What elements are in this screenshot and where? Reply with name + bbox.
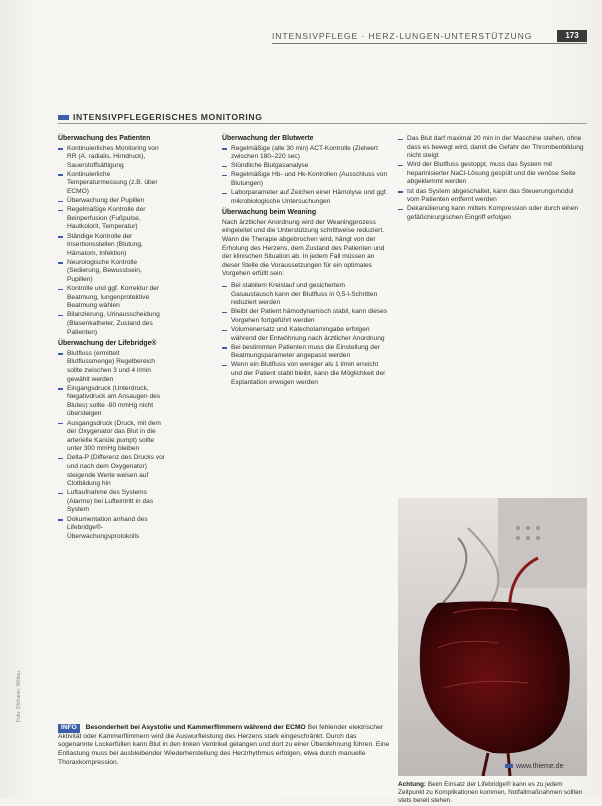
list-item: Wird der Blutfluss gestoppt, muss das System mit heparinisierter NaCl-Lösung gespült und die venöse Seite abgeklemmt werden xyxy=(398,161,587,187)
list-item: Delta-P (Differenz des Drucks vor und nach dem Oxygenator) steigende Werte weisen auf Clotbildung hin xyxy=(58,454,168,488)
column-1 xyxy=(58,135,168,544)
info-lead: Besonderheit bei Asystolie und Kammerflimmern während der ECMO xyxy=(85,724,306,731)
list-item: Neurologische Kontrolle (Sedierung, Bewusstsein, Pupillen) xyxy=(58,259,168,285)
section-marker-icon xyxy=(58,115,69,120)
list-item: Regelmäßige (alle 30 min) ACT-Kontrolle (Zielwert zwischen 180–220 sec) xyxy=(222,145,388,162)
list-item: Eingangsdruck (Unterdruck, Negativdruck am Ansaugen des Blutes) sollte -80 mmHg nicht übersteigen xyxy=(58,385,168,419)
list-item: Laborparameter auf Zeichen einer Hämolyse und ggf. mikrobiologische Untersuchungen xyxy=(222,189,388,206)
heading-lifebridge: Überwachung der Lifebridge® xyxy=(58,340,157,348)
list-item: Bei stabilem Kreislauf und gesichertem Gasaustausch kann der Blutfluss in 0,5-l-Schritten reduziert werden xyxy=(222,282,388,308)
col3-list xyxy=(398,135,587,222)
list-item: Ist das System abgeschaltet, kann das Steuerungsmodul vom Patienten entfernt werden xyxy=(398,188,587,205)
footer-marker-icon xyxy=(505,764,513,768)
footer-url xyxy=(505,763,563,770)
list-item: Blutfluss (ermittelt Blutflussmenge) Regelbereich sollte zwischen 3 und 4 l/min gewählt werden xyxy=(58,350,168,384)
list-item: Kontinuierliche Temperaturmessung (z.B. über ECMO) xyxy=(58,171,168,197)
list-item: Bleibt der Patient hämodynamisch stabil, kann dieses Vorgehen fortgeführt werden xyxy=(222,308,388,325)
list-item: Dekanülierung kann mittels Kompression oder durch einen gefäßchirurgischen Eingriff erfolgen xyxy=(398,205,587,222)
info-text: Bei fehlender elektrischer Aktivität oder Kammerflimmern wird die Auswurfleistung des Herzens stark eingeschränkt. Durch das sogenannte Lockerfüllen kann Blut in den linken Ventrikel gelangen und dort zu einer Überdehnung führen. Eine Entlastung muss bei ausbleibender Wiederherstellung des Herzrhythmus erfolgen, etwa durch manuelle Thoraxkompression. xyxy=(58,724,390,766)
list-item: Regelmäßige Hb- und Hk-Kontrollen (Ausschluss von Blutungen) xyxy=(222,171,388,188)
page-number: 173 xyxy=(557,30,587,42)
list-item: Kontrolle und ggf. Korrektur der Beatmung, lungenprotektive Beatmung wählen xyxy=(58,285,168,311)
list-item: Bei bestimmten Patienten muss die Einstellung der Beatmungsparameter angepasst werden xyxy=(222,344,388,361)
column-2 xyxy=(222,135,388,390)
list-item: Ausgangsdruck (Druck, mit dem der Oxygenator das Blut in die arterielle Kanüle pumpt) sollte unter 300 mmHg bleiben xyxy=(58,420,168,454)
list-item: Regelmäßige Kontrolle der Beinperfusion (Fußpulse, Hautkolorit, Temperatur) xyxy=(58,206,168,232)
header-rule xyxy=(272,43,587,44)
blood-bag-illustration xyxy=(398,498,587,776)
blood-bag-photo xyxy=(398,498,587,776)
section-title xyxy=(58,112,263,122)
list-item: Bilanzierung, Urinausscheidung (Blasenkatheter, Zustand des Patienten) xyxy=(58,311,168,337)
heading-blood: Überwachung der Blutwerte xyxy=(222,135,314,142)
patient-list xyxy=(58,145,168,338)
list-item: Ständige Kontrolle der Insertionsstellen (Blutung, Hämatom, Infektion) xyxy=(58,233,168,259)
lifebridge-list xyxy=(58,350,168,542)
list-item: Luftaufnahme des Systems (Alarme) bei Lufteintritt in das System xyxy=(58,489,168,515)
footer-url-text: www.thieme.de xyxy=(516,763,564,770)
caption-lead: Achtung: xyxy=(398,781,427,788)
weaning-paragraph: Nach ärztlicher Anordnung wird der Weaningprozess eingeleitet und die Unterstützung schrittweise reduziert. Wann die Therapie abgebrochen wird, hängt von der Erholung des Herzens, dem Zustand des Patienten und der klinischen Situation ab. In jedem Fall müssen an dieser Stelle die Voraussetzungen für ein optimales Vorgehen erfüllt sein: xyxy=(222,218,385,278)
heading-patient: Überwachung des Patienten xyxy=(58,135,151,142)
photo-credit: Foto: Ohlmeier, Wildau xyxy=(16,671,22,722)
list-item: Überwachung der Pupillen xyxy=(58,197,168,206)
column-3 xyxy=(398,135,587,225)
section-title-text: INTENSIVPFLEGERISCHES MONITORING xyxy=(73,112,263,122)
list-item: Dokumentation anhand des Lifebridge®-Überwachungsprotokolls xyxy=(58,516,168,542)
photo-caption xyxy=(398,781,587,806)
blood-list xyxy=(222,145,388,207)
heading-weaning: Überwachung beim Weaning xyxy=(222,209,317,217)
info-tag: INFO xyxy=(58,724,80,733)
info-box xyxy=(58,724,390,768)
weaning-list xyxy=(222,282,388,387)
list-item: Das Blut darf maximal 20 min in der Maschine stehen, ohne dass es bewegt wird, damit die Gefahr der Thrombenbildung nicht steigt xyxy=(398,135,587,161)
list-item: Wenn ein Blutfluss von weniger als 1 l/min erreicht und der Patient stabil bleibt, kann die Möglichkeit der Explantation erwogen werden xyxy=(222,361,388,387)
running-head: INTENSIVPFLEGE · HERZ-LUNGEN-UNTERSTÜTZUNG xyxy=(272,31,533,41)
list-item: Volumenersatz und Katecholamingabe erfolgen während der Entwöhnung nach ärztlicher Anordnung xyxy=(222,326,388,343)
list-item: Stündliche Blutgasanalyse xyxy=(222,162,388,171)
caption-text: Beim Einsatz der Lifebridge® kann es zu jedem Zeitpunkt zu Komplikationen kommen, Notfallmaßnahmen sollten stets bereit stehen. xyxy=(398,781,583,805)
list-item: Kontinuierliches Monitoring von RR (A. radialis, Hirndruck), Sauerstoffsättigung xyxy=(58,145,168,171)
section-rule xyxy=(58,123,587,124)
